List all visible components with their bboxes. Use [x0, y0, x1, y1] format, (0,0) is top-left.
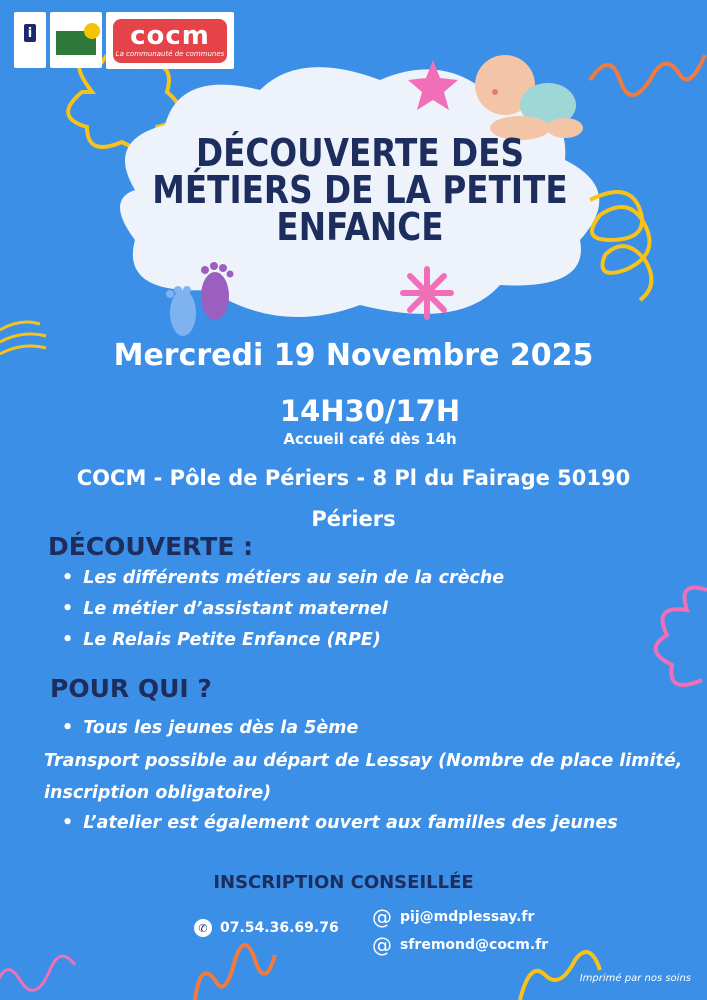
transport-line-2: inscription obligatoire) — [44, 783, 272, 803]
squiggle-decoration — [590, 55, 705, 95]
cocm-logo — [106, 12, 234, 69]
email-contact-2 — [372, 933, 548, 957]
cocm-logo-tagline: La communauté de communes — [115, 50, 225, 58]
address-line-2: Périers — [311, 507, 396, 531]
registration-heading: INSCRIPTION CONSEILLÉE — [213, 872, 474, 893]
email-address-2[interactable]: sfremond@cocm.fr — [400, 937, 549, 953]
info-icon: i — [24, 24, 36, 42]
audience-heading: POUR QUI ? — [50, 674, 212, 703]
print-footer: Imprimé par nos soins — [579, 973, 691, 984]
baby-illustration — [475, 55, 583, 140]
audience-list — [62, 713, 358, 744]
audience-list-2 — [62, 808, 618, 839]
title-line-2: MÉTIERS DE LA PETITE — [152, 168, 568, 212]
discovery-list — [62, 563, 504, 656]
list-item: • Les différents métiers au sein de la crèche — [62, 563, 504, 594]
title-line-3: ENFANCE — [276, 205, 444, 249]
bottom-squiggle-mid — [195, 945, 275, 1000]
address-line-1: COCM - Pôle de Périers - 8 Pl du Fairage 50190 — [76, 466, 631, 490]
welcome-note: Accueil café dès 14h — [283, 430, 457, 448]
title-line-1: DÉCOUVERTE DES — [195, 131, 525, 175]
list-item: • Le métier d’assistant maternel — [62, 594, 504, 625]
bottom-squiggle-left — [0, 956, 75, 990]
cocm-logo-word: cocm — [130, 21, 210, 51]
list-item: • Tous les jeunes dès la 5ème — [62, 713, 358, 744]
event-date: Mercredi 19 Novembre 2025 — [113, 338, 594, 373]
page-title — [145, 131, 575, 249]
email-address-1[interactable]: pij@mdplessay.fr — [400, 909, 535, 925]
phone-icon: ✆ — [194, 919, 212, 937]
event-hours: 14H30/17H — [279, 394, 461, 428]
spiral-decoration — [590, 192, 651, 300]
list-item: • L’atelier est également ouvert aux familles des jeunes — [62, 808, 618, 839]
email-contact-1 — [372, 905, 534, 929]
transport-line-1: Transport possible au départ de Lessay (Nombre de place limité, — [44, 751, 683, 771]
info-jeunesse-logo — [14, 12, 46, 68]
at-icon: @ — [372, 933, 392, 957]
event-address — [30, 458, 677, 540]
transport-note — [44, 745, 694, 809]
house-icon — [56, 31, 96, 55]
maison-du-pays-logo — [50, 12, 102, 68]
splash-decoration — [403, 269, 451, 317]
discovery-heading: DÉCOUVERTE : — [48, 532, 254, 561]
flower-outline-decoration-right — [656, 588, 707, 686]
at-icon: @ — [372, 905, 392, 929]
list-item: • Le Relais Petite Enfance (RPE) — [62, 625, 504, 656]
phone-contact — [194, 919, 339, 937]
phone-number[interactable]: 07.54.36.69.76 — [220, 920, 339, 936]
